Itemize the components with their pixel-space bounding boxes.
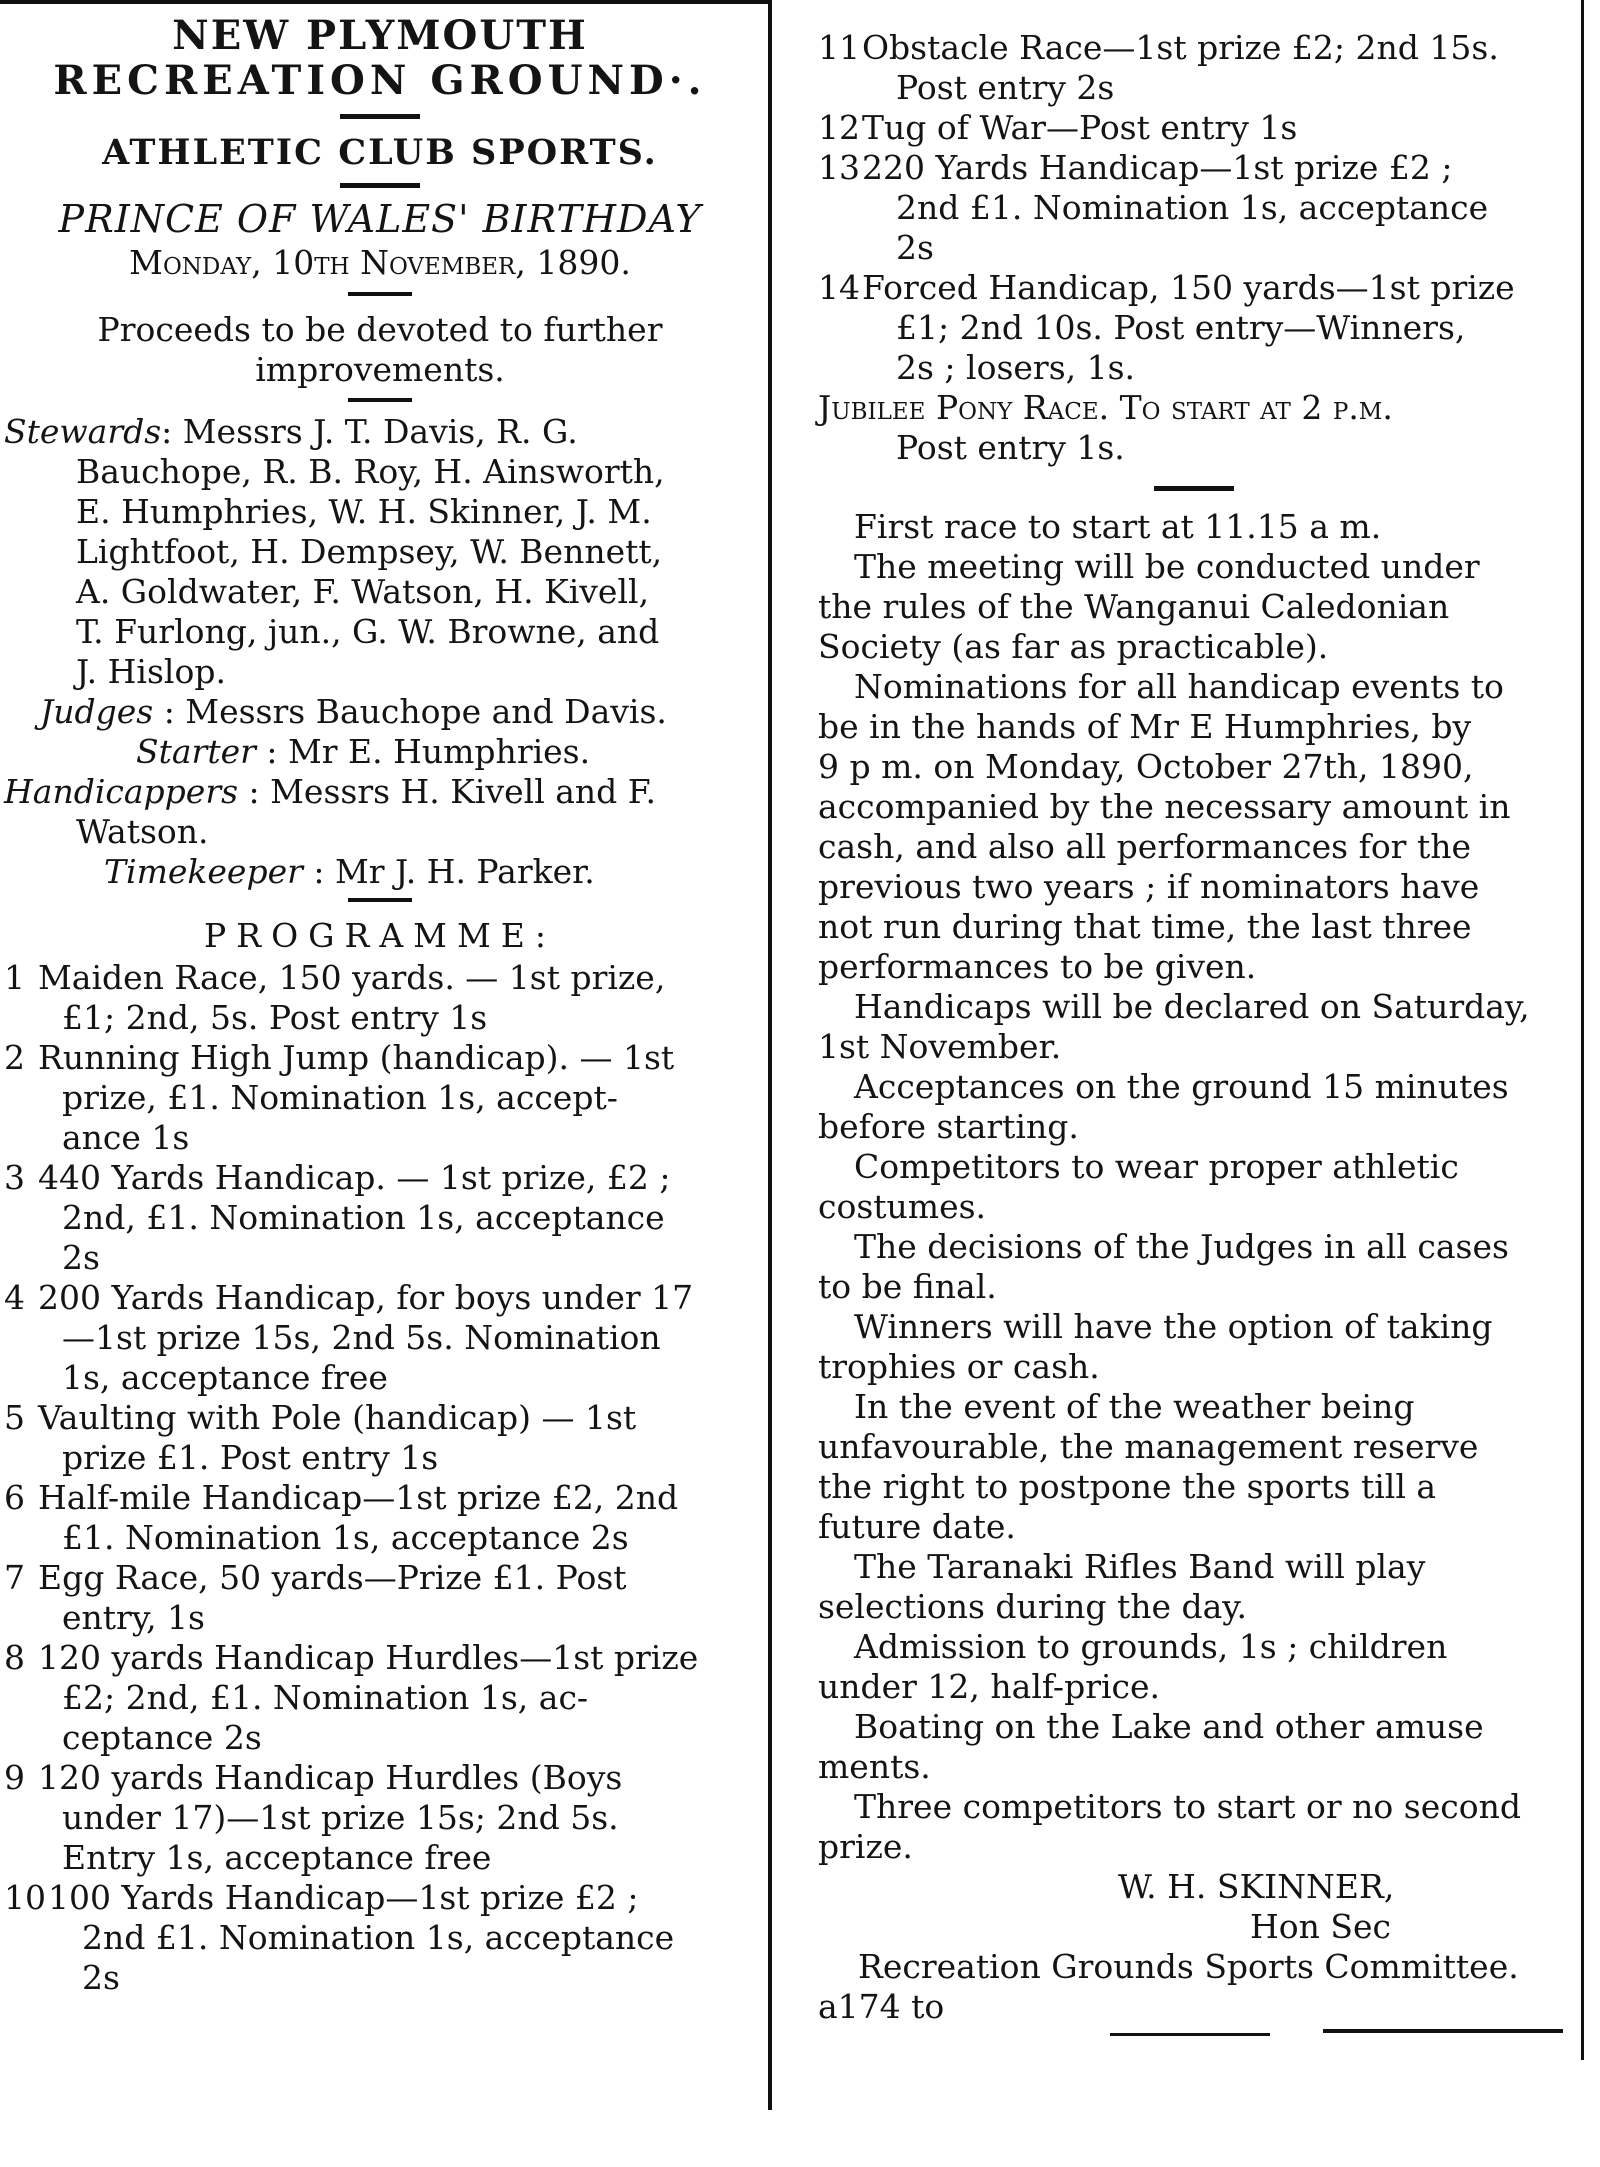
end-rule	[1110, 2033, 1270, 2036]
event-continuation-line: £1; 2nd, 5s. Post entry 1s	[62, 998, 488, 1037]
event-text: 100 Yards Handicap—1st prize £2 ;	[48, 1878, 639, 1917]
notice-paragraph	[818, 1067, 1570, 1147]
programme-events-left	[4, 958, 756, 1998]
stewards-line: : Messrs J. T. Davis, R. G.	[161, 412, 578, 451]
event-number: 14	[818, 268, 860, 307]
handicappers-text-2: Watson.	[76, 812, 209, 851]
notice-line: under 12, half-price.	[818, 1667, 1161, 1706]
signature-committee: Recreation Grounds Sports Committee.	[858, 1947, 1519, 1986]
event-continuation-line: Entry 1s, acceptance free	[62, 1838, 492, 1877]
subtitle: ATHLETIC CLUB SPORTS.	[102, 132, 658, 173]
event-text: Half-mile Handicap—1st prize £2, 2nd	[38, 1478, 679, 1517]
notice-line: future date.	[818, 1507, 1016, 1546]
event-first-line	[4, 1038, 756, 1078]
event-first-line	[818, 28, 1570, 68]
notice-line: trophies or cash.	[818, 1347, 1100, 1386]
notice-line: costumes.	[818, 1187, 987, 1226]
judges-text: : Messrs Bauchope and Davis.	[153, 692, 667, 731]
event-text: Running High Jump (handicap). — 1st	[38, 1038, 675, 1077]
starter-text: : Mr E. Humphries.	[255, 732, 591, 771]
signature-ref: a174 to	[818, 1987, 945, 2026]
signature-name: W. H. SKINNER,	[1118, 1867, 1395, 1906]
event-continuation-line: —1st prize 15s, 2nd 5s. Nomination	[62, 1318, 661, 1357]
event-text: 120 yards Handicap Hurdles (Boys	[38, 1758, 623, 1797]
event-number: 10	[4, 1878, 46, 1917]
event-first-line	[4, 1398, 756, 1438]
notice-paragraph	[818, 1147, 1570, 1227]
notice-line: First race to start at 11.15 a m.	[854, 507, 1382, 546]
event-number: 13	[818, 148, 860, 187]
event-first-line	[4, 1878, 756, 1918]
event-continuation-line: 2nd, £1. Nomination 1s, acceptance	[62, 1198, 665, 1237]
proceeds-line-1: Proceeds to be devoted to further	[97, 310, 663, 349]
notice-line: Society (as far as practicable).	[818, 627, 1329, 666]
jubilee-line-1	[818, 388, 1570, 428]
stewards-line: J. Hislop.	[76, 652, 226, 691]
event-continuation-line: ance 1s	[62, 1118, 190, 1157]
programme-event	[4, 1038, 756, 1158]
jubilee-text: Jubilee Pony Race. To start at 2 p.m.	[818, 388, 1393, 427]
event-number: 2	[4, 1038, 25, 1077]
event-continuation-line: 1s, acceptance free	[62, 1358, 388, 1397]
notice-paragraph	[818, 547, 1570, 667]
judges-label: Judges	[40, 692, 154, 731]
occasion: PRINCE OF WALES' BIRTHDAY	[58, 197, 702, 241]
notice-line: Handicaps will be declared on Saturday,	[854, 987, 1530, 1026]
event-number: 9	[4, 1758, 25, 1797]
event-first-line	[4, 1758, 756, 1798]
programme-event	[4, 1398, 756, 1478]
event-first-line	[4, 1638, 756, 1678]
event-first-line	[4, 1158, 756, 1198]
event-continuation-line: under 17)—1st prize 15s; 2nd 5s.	[62, 1798, 619, 1837]
timekeeper-text: : Mr J. H. Parker.	[302, 852, 595, 891]
event-text: 200 Yards Handicap, for boys under 17	[38, 1278, 694, 1317]
programme-event	[4, 958, 756, 1038]
event-first-line	[4, 1558, 756, 1598]
event-first-line	[4, 958, 756, 998]
signature-title: Hon Sec	[1250, 1907, 1392, 1946]
programme-event	[818, 268, 1570, 388]
notice-paragraph	[818, 1707, 1570, 1787]
event-first-line	[4, 1278, 756, 1318]
programme-event	[4, 1558, 756, 1638]
notice-line: 9 p m. on Monday, October 27th, 1890,	[818, 747, 1474, 786]
event-number: 12	[818, 108, 860, 147]
notice-line: The decisions of the Judges in all cases	[854, 1227, 1509, 1266]
handicappers-text: : Messrs H. Kivell and F.	[238, 772, 657, 811]
notice-line: Competitors to wear proper athletic	[854, 1147, 1459, 1186]
event-number: 6	[4, 1478, 25, 1517]
end-rule	[1323, 2029, 1563, 2033]
event-continuation-line: 2nd £1. Nomination 1s, acceptance	[82, 1918, 675, 1957]
end-rules	[818, 2027, 1570, 2047]
notice-line: be in the hands of Mr E Humphries, by	[818, 707, 1472, 746]
notice-paragraph	[818, 1627, 1570, 1707]
event-continuation-line: 2s	[896, 228, 934, 267]
starter-label: Starter	[136, 732, 256, 771]
notices-block	[818, 507, 1570, 1867]
event-first-line	[818, 108, 1570, 148]
notice-paragraph	[818, 1307, 1570, 1387]
notice-line: Admission to grounds, 1s ; children	[854, 1627, 1448, 1666]
event-text: 220 Yards Handicap—1st prize £2 ;	[862, 148, 1453, 187]
event-continuation-line: 2s ; losers, 1s.	[896, 348, 1136, 387]
event-number: 11	[818, 28, 860, 67]
programme-event	[818, 148, 1570, 268]
notice-line: Acceptances on the ground 15 minutes	[854, 1067, 1509, 1106]
right-border-rule	[1581, 0, 1584, 2060]
event-continuation-line: £2; 2nd, £1. Nomination 1s, ac-	[62, 1678, 589, 1717]
officials-block	[4, 412, 756, 892]
right-column	[818, 0, 1570, 2047]
notice-line: unfavourable, the management reserve	[818, 1427, 1479, 1466]
notice-line: Nominations for all handicap events to	[854, 667, 1504, 706]
programme-event	[4, 1638, 756, 1758]
notice-line: Winners will have the option of taking	[854, 1307, 1493, 1346]
stewards-label: Stewards	[4, 412, 162, 451]
notice-line: The meeting will be conducted under	[854, 547, 1480, 586]
programme-event	[818, 108, 1570, 148]
notice-paragraph	[818, 1387, 1570, 1547]
event-text: Tug of War—Post entry 1s	[862, 108, 1298, 147]
jubilee-line-2: Post entry 1s.	[896, 428, 1125, 467]
notice-line: prize.	[818, 1827, 913, 1866]
notice-line: performances to be given.	[818, 947, 1257, 986]
event-continuation-line: £1; 2nd 10s. Post entry—Winners,	[896, 308, 1466, 347]
stewards-line: T. Furlong, jun., G. W. Browne, and	[76, 612, 660, 651]
notice-line: Three competitors to start or no second	[854, 1787, 1521, 1826]
event-continuation-line: ceptance 2s	[62, 1718, 262, 1757]
programme-event	[4, 1878, 756, 1998]
programme-event	[4, 1158, 756, 1278]
programme-event	[4, 1478, 756, 1558]
notice-paragraph	[818, 667, 1570, 987]
notice-line: selections during the day.	[818, 1587, 1248, 1626]
stewards-line: Lightfoot, H. Dempsey, W. Bennett,	[76, 532, 663, 571]
programme-event	[4, 1758, 756, 1878]
notice-paragraph	[818, 987, 1570, 1067]
timekeeper-label: Timekeeper	[104, 852, 303, 891]
notice-paragraph	[818, 507, 1570, 547]
notice-line: 1st November.	[818, 1027, 1062, 1066]
event-first-line	[4, 1478, 756, 1518]
notice-line: cash, and also all performances for the	[818, 827, 1471, 866]
event-continuation-line: prize, £1. Nomination 1s, accept-	[62, 1078, 618, 1117]
event-continuation-line: 2nd £1. Nomination 1s, acceptance	[896, 188, 1489, 227]
event-continuation-line: 2s	[62, 1238, 100, 1277]
event-text: Obstacle Race—1st prize £2; 2nd 15s.	[862, 28, 1499, 67]
stewards-line: A. Goldwater, F. Watson, H. Kivell,	[76, 572, 650, 611]
event-text: Forced Handicap, 150 yards—1st prize	[862, 268, 1515, 307]
stewards-line: E. Humphries, W. H. Skinner, J. M.	[76, 492, 652, 531]
notice-line: the right to postpone the sports till a	[818, 1467, 1437, 1506]
handicappers-label: Handicappers	[4, 772, 239, 811]
programme-event	[818, 28, 1570, 108]
event-text: Egg Race, 50 yards—Prize £1. Post	[38, 1558, 627, 1597]
event-text: 120 yards Handicap Hurdles—1st prize	[38, 1638, 699, 1677]
event-number: 3	[4, 1158, 25, 1197]
programme-events-right	[818, 28, 1570, 388]
event-continuation-line: 2s	[82, 1958, 120, 1997]
notice-paragraph	[818, 1787, 1570, 1867]
event-continuation-line: entry, 1s	[62, 1598, 205, 1637]
notice-line: the rules of the Wanganui Caledonian	[818, 587, 1450, 626]
programme-event	[4, 1278, 756, 1398]
event-number: 4	[4, 1278, 25, 1317]
event-continuation-line: £1. Nomination 1s, acceptance 2s	[62, 1518, 629, 1557]
notice-line: not run during that time, the last three	[818, 907, 1472, 946]
notice-paragraph	[818, 1227, 1570, 1307]
event-continuation-line: prize £1. Post entry 1s	[62, 1438, 439, 1477]
notice-line: before starting.	[818, 1107, 1079, 1146]
programme-heading: PROGRAMME:	[204, 916, 556, 955]
event-continuation-line: Post entry 2s	[896, 68, 1115, 107]
column-divider	[768, 0, 772, 2110]
notice-line: to be final.	[818, 1267, 997, 1306]
stewards-line: Bauchope, R. B. Roy, H. Ainsworth,	[76, 452, 665, 491]
notice-line: previous two years ; if nominators have	[818, 867, 1480, 906]
proceeds-line-2: improvements.	[255, 350, 505, 389]
event-text: 440 Yards Handicap. — 1st prize, £2 ;	[38, 1158, 671, 1197]
event-date: Monday, 10th November, 1890.	[129, 243, 631, 282]
event-first-line	[818, 268, 1570, 308]
notice-line: In the event of the weather being	[854, 1387, 1415, 1426]
title-line-1: NEW PLYMOUTH	[172, 12, 588, 59]
notice-paragraph	[818, 1547, 1570, 1627]
event-number: 1	[4, 958, 25, 997]
event-number: 7	[4, 1558, 25, 1597]
event-text: Maiden Race, 150 yards. — 1st prize,	[38, 958, 666, 997]
event-number: 8	[4, 1638, 25, 1677]
notice-line: Boating on the Lake and other amuse	[854, 1707, 1484, 1746]
event-first-line	[818, 148, 1570, 188]
notice-line: The Taranaki Rifles Band will play	[854, 1547, 1426, 1586]
notice-line: ments.	[818, 1747, 931, 1786]
event-text: Vaulting with Pole (handicap) — 1st	[38, 1398, 637, 1437]
title-line-2: RECREATION GROUND·.	[53, 57, 707, 104]
notice-line: accompanied by the necessary amount in	[818, 787, 1511, 826]
left-column	[4, 0, 756, 1998]
event-number: 5	[4, 1398, 25, 1437]
